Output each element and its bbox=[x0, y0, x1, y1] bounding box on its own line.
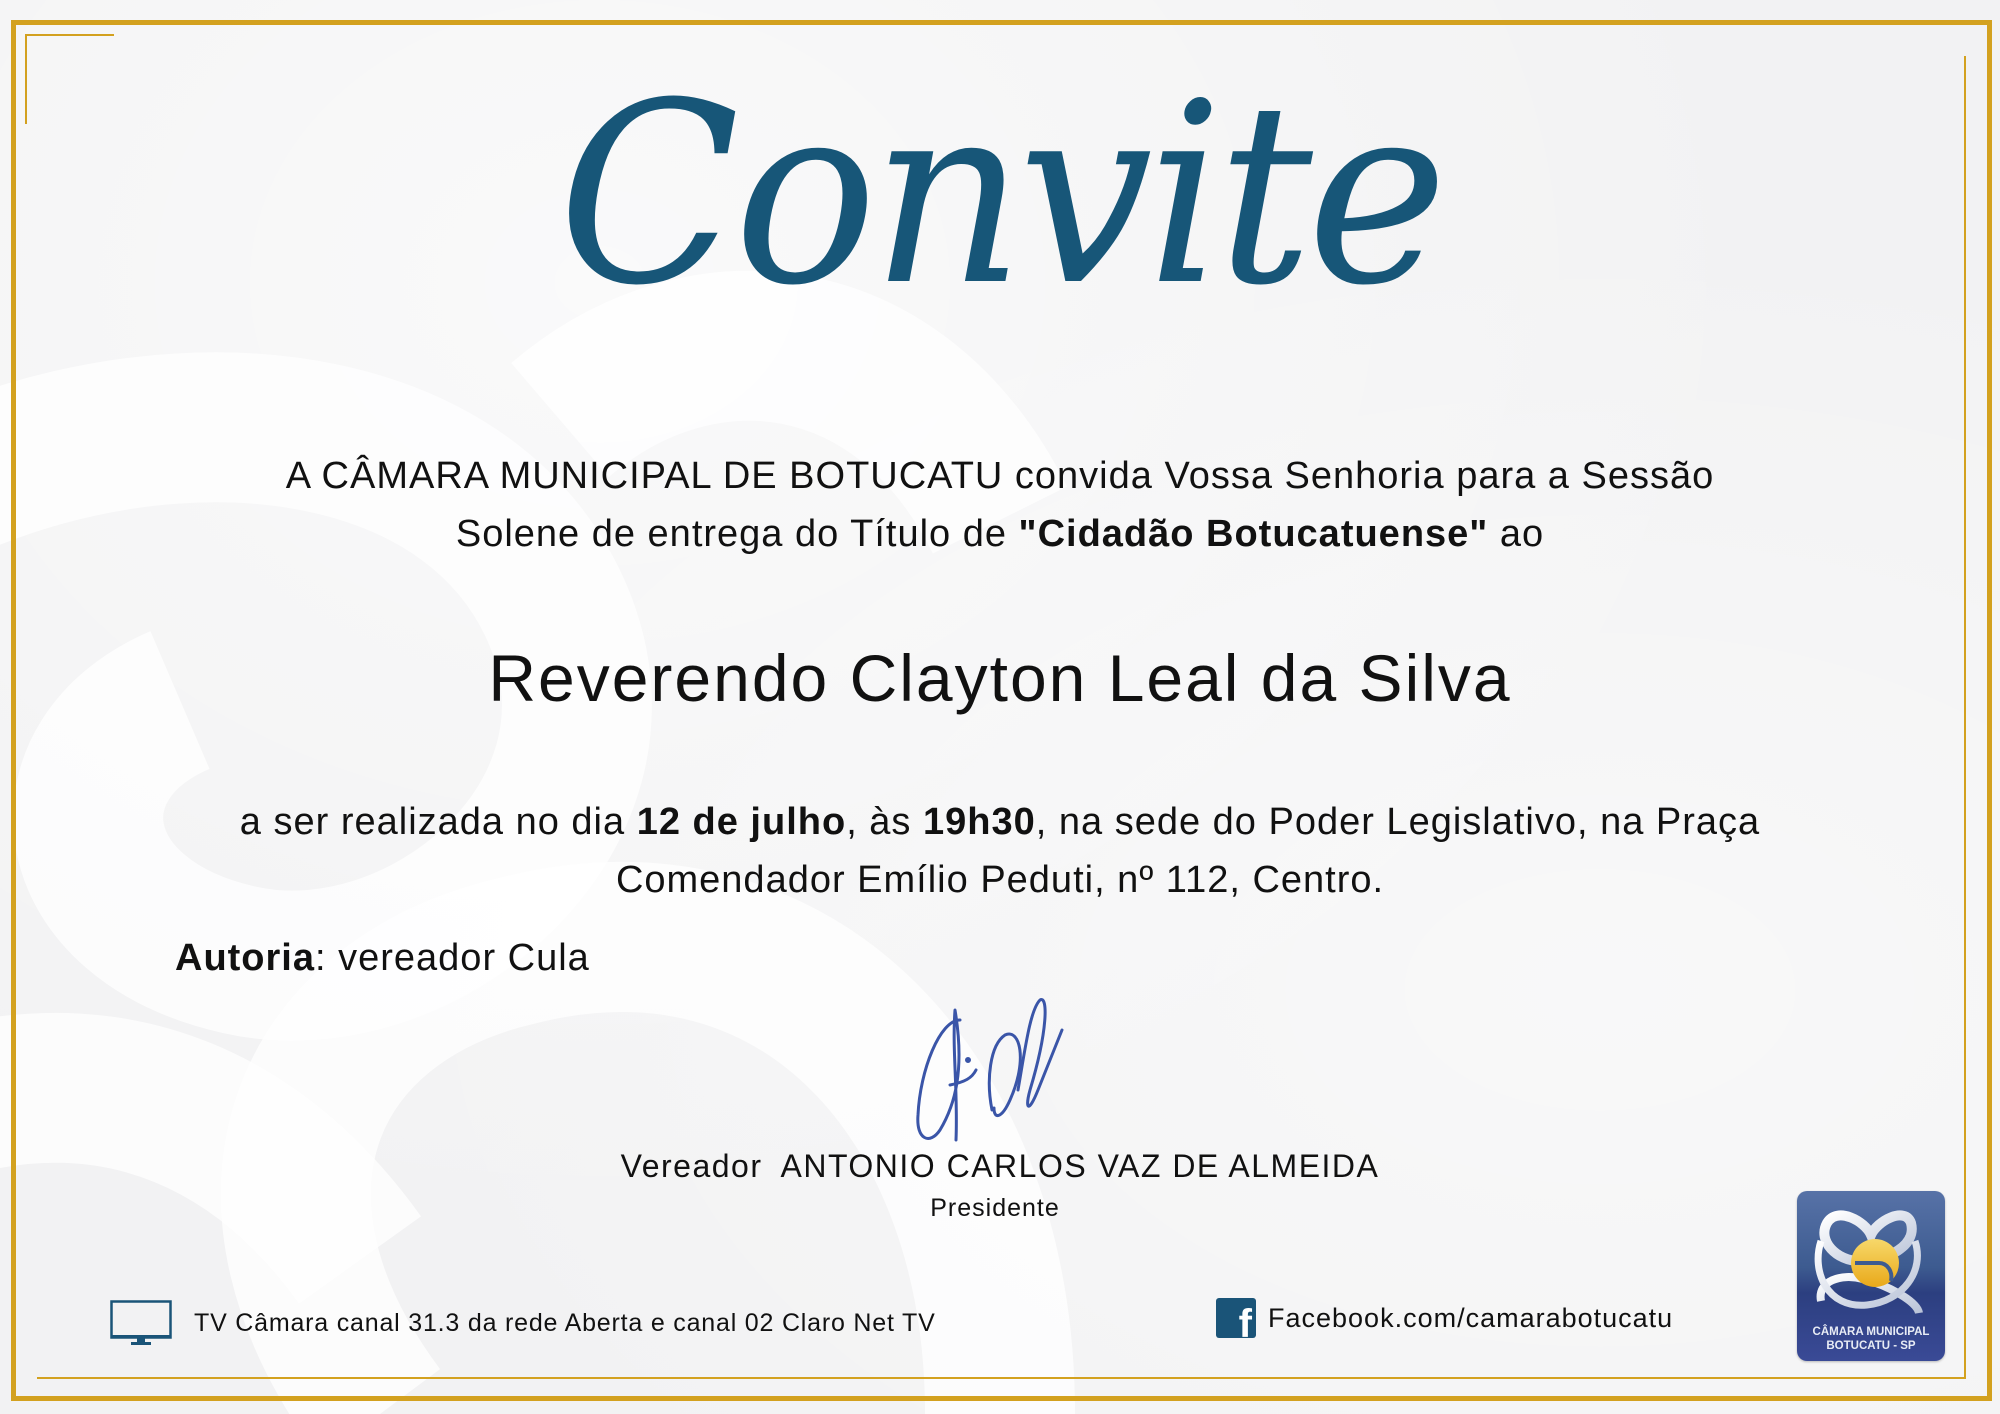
signer-role: Presidente bbox=[930, 1194, 1060, 1222]
details-mid: , às bbox=[846, 801, 923, 843]
border-inner-corner-top bbox=[25, 34, 114, 36]
logo-caption bbox=[1797, 1325, 1945, 1353]
event-date: 12 de julho bbox=[636, 801, 847, 843]
authorship-value: : vereador Cula bbox=[315, 937, 590, 979]
authorship-label: Autoria bbox=[175, 937, 315, 979]
tv-icon bbox=[110, 1300, 172, 1346]
details-post: , na sede do Poder Legislativo, na Praça bbox=[1035, 801, 1761, 843]
event-address: Comendador Emílio Peduti, nº 112, Centro. bbox=[615, 859, 1385, 901]
border-inner-bottom bbox=[37, 1377, 1966, 1379]
border-outer-bottom bbox=[12, 1396, 1991, 1401]
event-time: 19h30 bbox=[923, 801, 1036, 843]
honoree-name: Reverendo Clayton Leal da Silva bbox=[488, 641, 1512, 715]
signer-line bbox=[0, 1148, 2000, 1185]
border-inner-corner-left bbox=[25, 34, 27, 124]
signature bbox=[910, 990, 1100, 1150]
title-of-honor: "Cidadão Botucatuense" bbox=[1018, 513, 1489, 555]
camara-emblem-icon bbox=[1807, 1201, 1935, 1321]
signer-name: ANTONIO CARLOS VAZ DE ALMEIDA bbox=[780, 1148, 1380, 1184]
intro-line2-post: ao bbox=[1488, 513, 1545, 555]
details-paragraph bbox=[0, 793, 2000, 909]
details-pre: a ser realizada no dia bbox=[239, 801, 637, 843]
tv-channel-text: TV Câmara canal 31.3 da rede Aberta e canal 02 Claro Net TV bbox=[194, 1308, 936, 1337]
camara-logo bbox=[1797, 1191, 1945, 1361]
intro-org: A CÂMARA MUNICIPAL DE BOTUCATU bbox=[285, 455, 1004, 497]
facebook-url[interactable]: Facebook.com/camarabotucatu bbox=[1268, 1302, 1674, 1333]
intro-line1-rest: convida Vossa Senhoria para a Sessão bbox=[1003, 455, 1715, 497]
intro-paragraph bbox=[0, 447, 2000, 563]
facebook-link[interactable] bbox=[1216, 1298, 1673, 1338]
logo-line1: CÂMARA MUNICIPAL bbox=[1812, 1326, 1930, 1338]
signer-prefix: Vereador bbox=[620, 1148, 763, 1184]
intro-line2-pre: Solene de entrega do Título de bbox=[455, 513, 1019, 555]
facebook-icon: f bbox=[1216, 1298, 1256, 1338]
border-outer-top bbox=[12, 20, 1991, 25]
invitation-title: Convite bbox=[558, 49, 1442, 340]
authorship bbox=[175, 937, 590, 980]
tv-channel-info bbox=[110, 1300, 936, 1346]
logo-line2: BOTUCATU - SP bbox=[1826, 1340, 1916, 1352]
